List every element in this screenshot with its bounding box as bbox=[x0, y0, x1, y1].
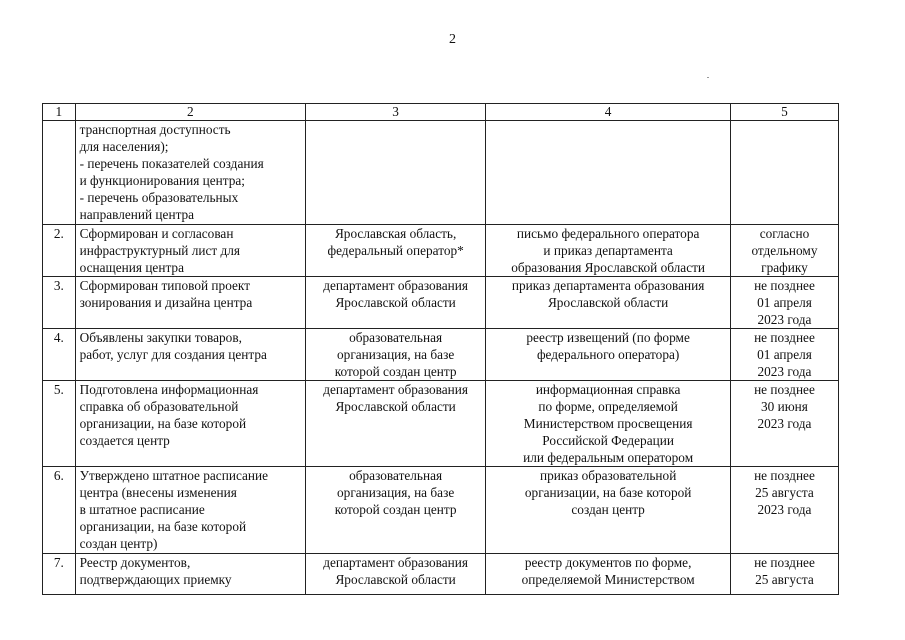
task-cell-line: центра (внесены изменения bbox=[79, 485, 237, 500]
task-cell-line: транспортная доступность bbox=[79, 122, 231, 137]
deadline-cell-line: не позднее bbox=[754, 278, 815, 293]
task-cell-line: создается центр bbox=[79, 433, 170, 448]
responsible-cell-line: Ярославской области bbox=[335, 572, 456, 587]
row-number: 2. bbox=[43, 225, 76, 277]
task-cell-line: работ, услуг для создания центра bbox=[79, 347, 267, 362]
deadline-cell-line: не позднее bbox=[754, 330, 815, 345]
task-cell-line: организации, на базе которой bbox=[79, 416, 247, 431]
task-cell-line: - перечень показателей создания bbox=[79, 156, 264, 171]
task-cell-line: инфраструктурный лист для bbox=[79, 243, 241, 258]
document-cell-line: Ярославской области bbox=[547, 295, 669, 310]
document-cell bbox=[486, 121, 731, 225]
deadline-cell-line: 2023 года bbox=[757, 364, 812, 379]
document-cell-line: информационная справка bbox=[535, 382, 681, 397]
table-row bbox=[43, 277, 839, 329]
deadline-cell-line: согласно bbox=[759, 226, 810, 241]
task-cell-line: Объявлены закупки товаров, bbox=[79, 330, 242, 345]
row-number: 4. bbox=[43, 329, 76, 381]
task-cell bbox=[75, 225, 305, 277]
document-cell-line: организации, на базе которой bbox=[524, 485, 692, 500]
deadline-cell-line: 30 июня bbox=[761, 399, 808, 414]
document-cell-line: федерального оператора) bbox=[536, 347, 680, 362]
task-cell-line: - перечень образовательных bbox=[79, 190, 239, 205]
task-cell-line: направлений центра bbox=[79, 207, 195, 222]
responsible-cell bbox=[305, 121, 485, 225]
task-cell-line: Утверждено штатное расписание bbox=[79, 468, 269, 483]
deadline-cell-line: 2023 года bbox=[757, 312, 812, 327]
row-number: 5. bbox=[43, 381, 76, 467]
table-row bbox=[43, 225, 839, 277]
deadline-cell bbox=[730, 467, 838, 554]
task-cell-line: создан центр) bbox=[79, 536, 158, 551]
responsible-cell bbox=[305, 381, 485, 467]
deadline-cell-line: 25 августа bbox=[755, 485, 814, 500]
task-cell-line: Реестр документов, bbox=[79, 555, 191, 570]
responsible-cell-line: департамент образования bbox=[323, 278, 468, 293]
task-cell bbox=[75, 121, 305, 225]
document-cell-line: Министерством просвещения bbox=[523, 416, 693, 431]
deadline-cell bbox=[730, 277, 838, 329]
document-cell-line: реестр извещений (по форме bbox=[526, 330, 690, 345]
row-number: 7. bbox=[43, 554, 76, 595]
task-cell-line: и функционирования центра; bbox=[79, 173, 245, 188]
table-row bbox=[43, 329, 839, 381]
header-cell-4: 4 bbox=[486, 104, 731, 121]
responsible-cell bbox=[305, 329, 485, 381]
table-row bbox=[43, 121, 839, 225]
task-cell-line: справка об образовательной bbox=[79, 399, 239, 414]
document-cell bbox=[486, 554, 731, 595]
responsible-cell bbox=[305, 277, 485, 329]
table-row bbox=[43, 467, 839, 554]
responsible-cell-line: которой создан центр bbox=[334, 502, 457, 517]
header-cell-1: 1 bbox=[43, 104, 76, 121]
document-cell bbox=[486, 329, 731, 381]
row-number: 6. bbox=[43, 467, 76, 554]
document-cell-line: или федеральным оператором bbox=[523, 450, 694, 465]
deadline-cell bbox=[730, 121, 838, 225]
document-cell-line: приказ образовательной bbox=[539, 468, 677, 483]
responsible-cell-line: организация, на базе bbox=[337, 485, 455, 500]
responsible-cell-line: Ярославская область, bbox=[334, 226, 457, 241]
document-cell-line: реестр документов по форме, bbox=[524, 555, 692, 570]
deadline-cell-line: 2023 года bbox=[757, 502, 812, 517]
responsible-cell-line: Ярославской области bbox=[335, 399, 456, 414]
document-cell-line: создан центр bbox=[571, 502, 645, 517]
task-cell bbox=[75, 381, 305, 467]
task-cell-line: подтверждающих приемку bbox=[79, 572, 232, 587]
deadline-cell-line: графику bbox=[761, 260, 808, 275]
document-cell-line: и приказ департамента bbox=[543, 243, 673, 258]
document-cell-line: письмо федерального оператора bbox=[516, 226, 700, 241]
responsible-cell-line: образовательная bbox=[349, 468, 443, 483]
task-cell bbox=[75, 554, 305, 595]
task-cell bbox=[75, 277, 305, 329]
responsible-cell-line: департамент образования bbox=[323, 382, 468, 397]
task-cell-line: оснащения центра bbox=[79, 260, 184, 275]
responsible-cell-line: которой создан центр bbox=[334, 364, 457, 379]
table-row bbox=[43, 381, 839, 467]
document-cell-line: образования Ярославской области bbox=[511, 260, 706, 275]
responsible-cell-line: образовательная bbox=[349, 330, 443, 345]
document-cell-line: приказ департамента образования bbox=[511, 278, 705, 293]
task-cell-line: Сформирован типовой проект bbox=[79, 278, 251, 293]
header-row bbox=[43, 104, 839, 121]
deadline-cell-line: не позднее bbox=[754, 468, 815, 483]
deadline-cell-line: не позднее bbox=[754, 382, 815, 397]
deadline-cell bbox=[730, 554, 838, 595]
deadline-cell-line: 01 апреля bbox=[757, 295, 812, 310]
responsible-cell bbox=[305, 467, 485, 554]
task-cell-line: зонирования и дизайна центра bbox=[79, 295, 253, 310]
header-cell-5: 5 bbox=[730, 104, 838, 121]
deadline-cell-line: не позднее bbox=[754, 555, 815, 570]
document-cell-line: определяемой Министерством bbox=[521, 572, 695, 587]
task-cell-line: в штатное расписание bbox=[79, 502, 205, 517]
document-cell bbox=[486, 467, 731, 554]
page-number: 2 bbox=[449, 32, 456, 47]
responsible-cell bbox=[305, 554, 485, 595]
document-cell bbox=[486, 381, 731, 467]
responsible-cell-line: федеральный оператор* bbox=[327, 243, 464, 258]
task-cell-line: организации, на базе которой bbox=[79, 519, 247, 534]
deadline-cell-line: 2023 года bbox=[757, 416, 812, 431]
document-cell-line: по форме, определяемой bbox=[538, 399, 678, 414]
responsible-cell-line: Ярославской области bbox=[335, 295, 456, 310]
deadline-cell bbox=[730, 225, 838, 277]
task-cell bbox=[75, 467, 305, 554]
task-cell bbox=[75, 329, 305, 381]
document-cell bbox=[486, 277, 731, 329]
header-cell-2: 2 bbox=[75, 104, 305, 121]
document-cell bbox=[486, 225, 731, 277]
task-cell-line: для населения); bbox=[79, 139, 169, 154]
row-number: 3. bbox=[43, 277, 76, 329]
responsible-cell bbox=[305, 225, 485, 277]
responsible-cell-line: департамент образования bbox=[323, 555, 468, 570]
deadline-cell-line: 25 августа bbox=[755, 572, 814, 587]
deadline-cell bbox=[730, 381, 838, 467]
scan-speck bbox=[707, 77, 709, 78]
plan-table bbox=[42, 103, 839, 595]
document-cell-line: Российской Федерации bbox=[542, 433, 674, 448]
task-cell-line: Сформирован и согласован bbox=[79, 226, 234, 241]
deadline-cell-line: 01 апреля bbox=[757, 347, 812, 362]
responsible-cell-line: организация, на базе bbox=[337, 347, 455, 362]
table-row bbox=[43, 554, 839, 595]
header-cell-3: 3 bbox=[305, 104, 485, 121]
deadline-cell-line: отдельному bbox=[751, 243, 818, 258]
task-cell-line: Подготовлена информационная bbox=[79, 382, 259, 397]
deadline-cell bbox=[730, 329, 838, 381]
plan-table-body bbox=[43, 104, 839, 595]
row-number bbox=[43, 121, 76, 225]
